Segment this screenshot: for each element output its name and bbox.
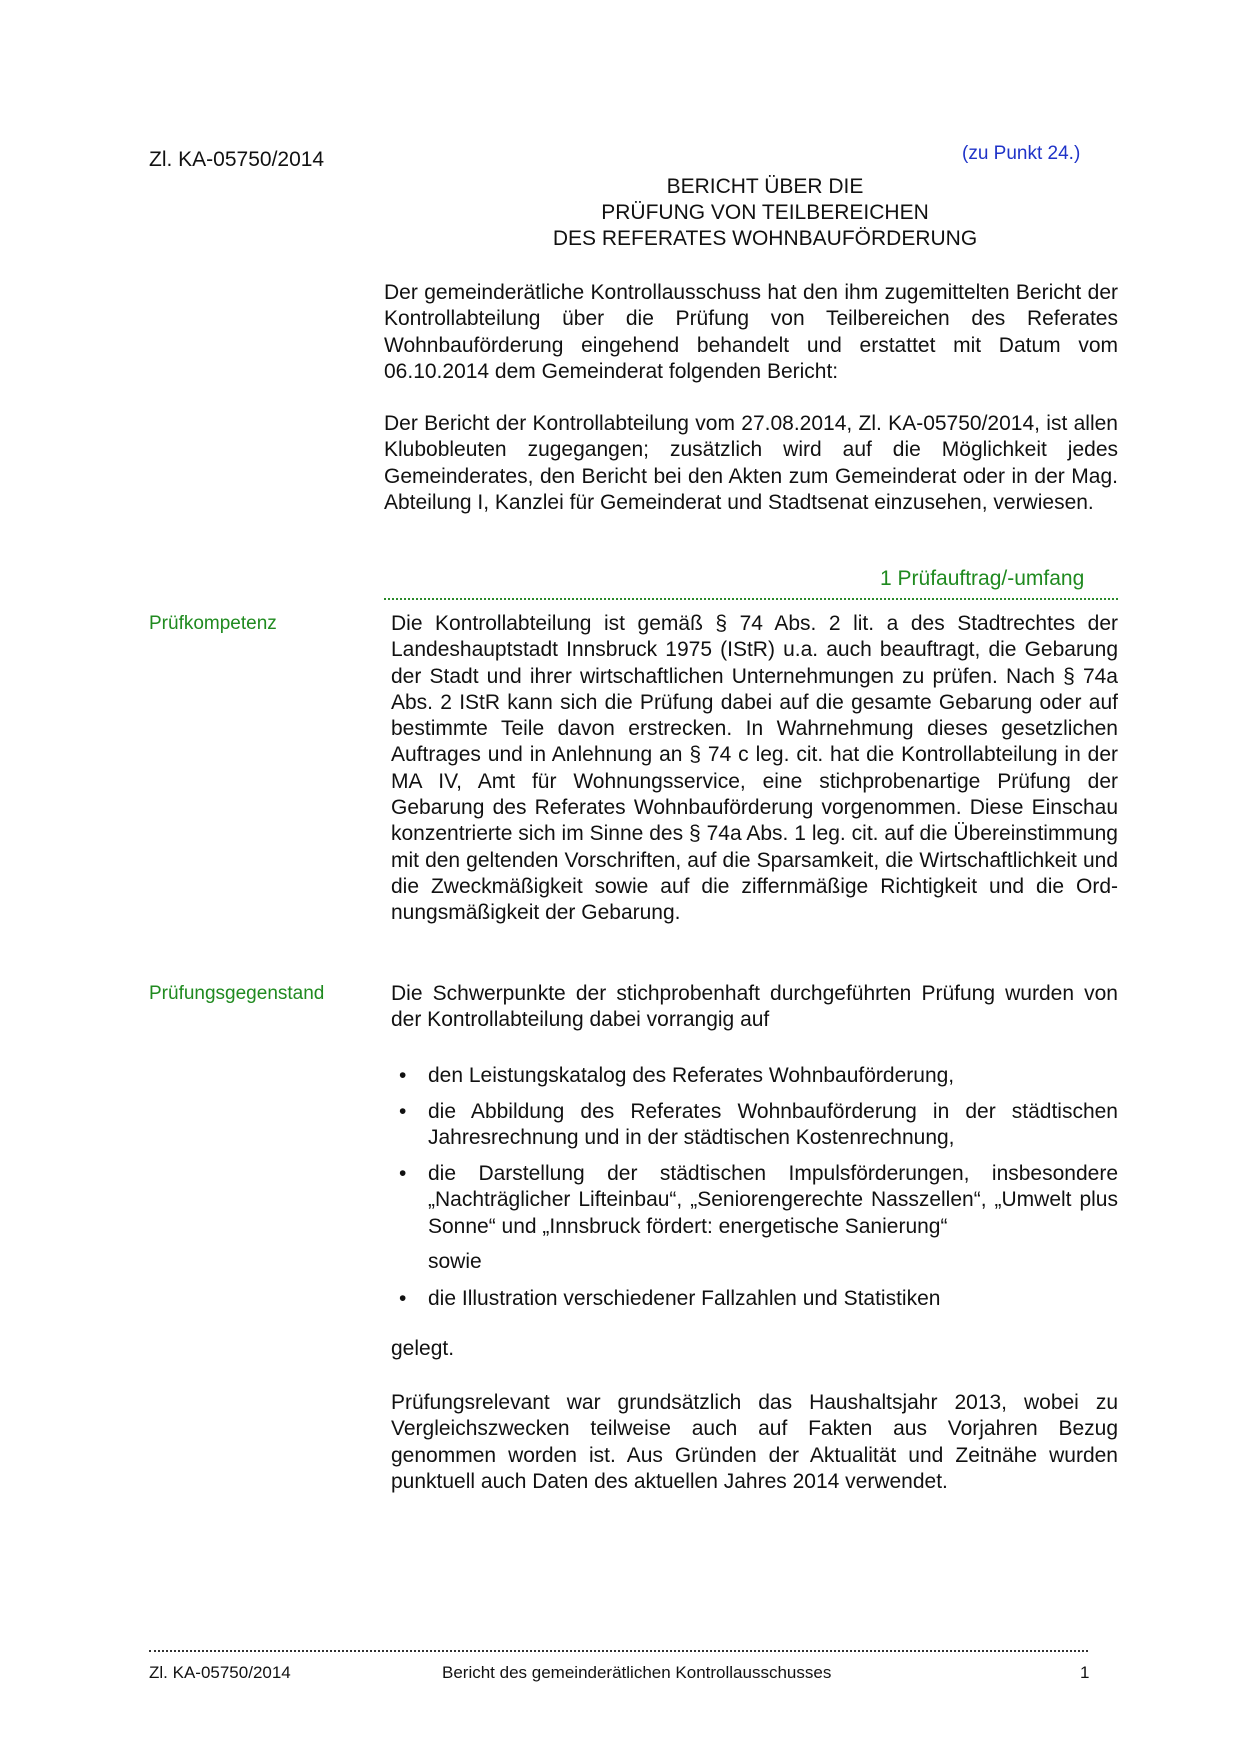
bullet-icon: • [399, 1064, 407, 1087]
section-heading: 1 Prüfauftrag/-umfang [880, 567, 1085, 590]
section-divider [384, 598, 1118, 600]
list-item-text: die Illustration verschiedener Fallzahlen und Statistiken [428, 1287, 941, 1310]
closing-word: gelegt. [391, 1337, 455, 1360]
agenda-point: (zu Punkt 24.) [962, 143, 1081, 164]
list-connector-text: sowie [428, 1250, 482, 1273]
list-item-text: den Leistungskatalog des Referates Wohnbauförderung, [428, 1064, 955, 1087]
pruefungsrelevanz-paragraph: Prüfungsrelevant war grundsätzlich das Haushaltsjahr 2013, wobei zu Vergleichszwecken teilweise auch auf Fakten aus Vorjahren Bezug genommen worden ist. Aus Gründen der Aktualität und Zeitnähe wurden punktuell auch Daten des aktuellen Jahres 2014 verwendet. [391, 1391, 1118, 1493]
footer-title: Bericht des gemeinderätlichen Kontrollausschusses [442, 1663, 832, 1682]
intro-paragraph-1: Der gemeinderätliche Kontrollausschuss hat den ihm zugemittelten Bericht der Kontrollabteilung über die Prüfung von Teilbereichen des Referates Wohnbauförderung eingehend behandelt und erstattet mit Datum vom 06.10.2014 dem Gemeinderat folgenden Bericht: [384, 281, 1118, 383]
list-item-text: die Abbildung des Referates Wohnbauförderung in der städtischen Jahresrechnung und in der städtischen Kostenrechnung, [428, 1100, 1118, 1150]
bullet-icon: • [399, 1287, 407, 1310]
footer-divider [149, 1650, 1088, 1652]
bullet-icon: • [399, 1100, 407, 1123]
bullet-icon: • [399, 1162, 407, 1185]
page-number: 1 [1080, 1663, 1090, 1682]
margin-label-pruefkompetenz: Prüfkompetenz [149, 613, 277, 634]
footer-reference: Zl. KA-05750/2014 [149, 1663, 291, 1682]
margin-label-pruefungsgegenstand: Prüfungsgegenstand [149, 983, 325, 1004]
pruefungsgegenstand-paragraph: Die Schwerpunkte der stichprobenhaft durchgeführten Prüfung wurden von der Kontrollabteilung dabei vorrangig auf [391, 982, 1118, 1032]
pruefkompetenz-paragraph: Die Kontrollabteilung ist gemäß § 74 Abs. 2 lit. a des Stadtrechtes der Landeshauptstadt Innsbruck 1975 (IStR) u.a. auch beauftragt, die Gebarung der Stadt und ihrer wirtschaftlichen Unternehmungen zu prüfen. Nach § 74a Abs. 2 IStR kann sich die Prüfung dabei auf die gesamte Gebarung oder auf bestimmte Teile davon erstrecken. In Wahrnehmung dieses gesetzlichen Auftrages und in Anlehnung an § 74 c leg. cit. hat die Kontrollabteilung in der MA IV, Amt für Wohnungsservice, eine stichprobenartige Prüfung der Gebarung des Referates Wohnbauförderung vorgenommen. Diese Einschau konzentrierte sich im Sinne des § 74a Abs. 1 leg. cit. auf die Übereinstimmung mit den geltenden Vorschriften, auf die Sparsamkeit, die Wirtschaftlichkeit und die Zweckmäßigkeit sowie auf die ziffernmäßige Richtigkeit und die Ordnungsmäßigkeit der Gebarung. [391, 612, 1118, 925]
title-line-2: PRÜFUNG VON TEILBEREICHEN [601, 201, 929, 224]
document-title [380, 174, 1150, 252]
intro-paragraph-2: Der Bericht der Kontrollabteilung vom 27.08.2014, Zl. KA-05750/2014, ist allen Klubobleuten zugegangen; zusätzlich wird auf die Möglichkeit jedes Gemeinderates, den Bericht bei den Akten zum Gemeinderat oder in der Mag. Abteilung I, Kanzlei für Gemeinderat und Stadtsenat einzusehen, verwiesen. [384, 412, 1118, 514]
document-reference: Zl. KA-05750/2014 [149, 148, 325, 171]
list-item-text: die Darstellung der städtischen Impulsförderungen, insbesondere „Nachträglicher Lifteinbau“, „Seniorengerechte Nasszellen“, „Umwelt plus Sonne“ und „Innsbruck fördert: energetische Sanierung“ [428, 1162, 1118, 1238]
title-line-1: BERICHT ÜBER DIE [666, 175, 864, 198]
title-line-3: DES REFERATES WOHNBAUFÖRDERUNG [552, 227, 978, 250]
